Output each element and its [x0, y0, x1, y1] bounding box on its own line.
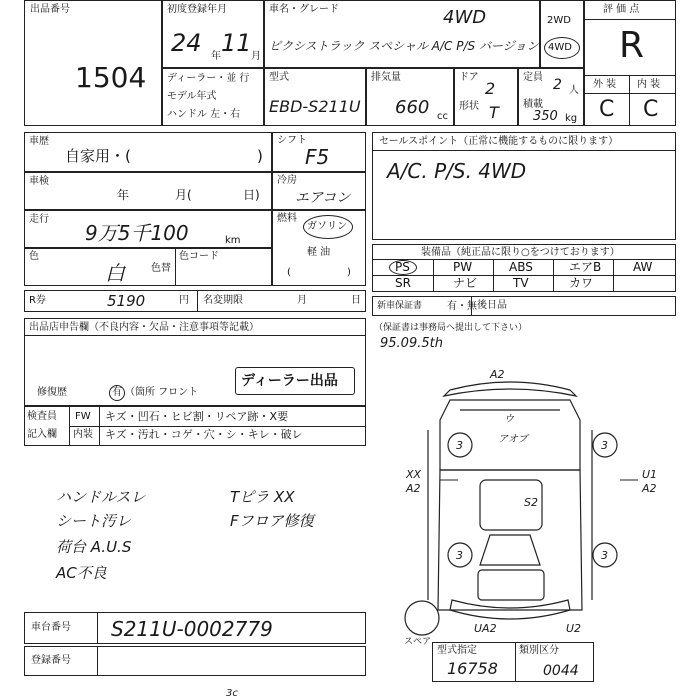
- warranty-note-value: 95.09.5th: [380, 336, 443, 351]
- sales-point-value: A/C. P/S. 4WD: [387, 159, 527, 183]
- doors-label: ドア: [459, 72, 479, 83]
- history-label: 車歴: [29, 136, 49, 147]
- warranty-label: 新車保証書: [377, 301, 423, 311]
- mileage-label: 走行: [29, 214, 49, 225]
- mileage-box: [24, 210, 272, 248]
- exterior-value: C: [599, 97, 615, 122]
- model-code-box: [264, 68, 366, 126]
- warranty-note-label: （保証書は事務局へ提出して下さい）: [374, 323, 528, 333]
- equipment-item: カワ: [569, 276, 594, 290]
- diagram-mark: 3: [456, 439, 463, 452]
- shift-value: F5: [305, 145, 330, 169]
- diagram-mark: 3: [601, 549, 608, 562]
- diagram-mark: UA2: [474, 622, 497, 635]
- inspector-label-2: 記入欄: [27, 429, 57, 440]
- equipment-item: AW: [633, 260, 653, 274]
- sales-point-label: セールスポイント（正常に機能するものに限ります）: [379, 136, 619, 147]
- model-name-box: [264, 0, 540, 68]
- model-code-value: EBD-S211U: [269, 97, 361, 116]
- type-designation-value: 16758: [447, 659, 498, 678]
- fuel-paren-open: (: [287, 267, 291, 278]
- diagram-mark: A2: [642, 482, 657, 495]
- inspection-month: 月(: [175, 188, 192, 202]
- displacement-box: [366, 68, 454, 126]
- diagram-mark: S2: [524, 496, 538, 509]
- inspector-box: [24, 406, 366, 446]
- note-item: シート汚レ: [56, 512, 132, 530]
- fuel-label: 燃料: [277, 213, 297, 224]
- shift-label: シフト: [277, 135, 307, 146]
- shift-box: [272, 132, 366, 172]
- equipment-label: 装備品（純正品に限り○をつけております）: [421, 247, 620, 258]
- car-windshield: [480, 535, 540, 565]
- lot-number-value: 1504: [75, 61, 147, 94]
- plate-label: 登録番号: [31, 655, 71, 666]
- grade-label: 評 価 点: [603, 4, 640, 15]
- equipment-item: PW: [453, 260, 473, 274]
- type-designation-label: 型式指定: [437, 645, 477, 656]
- registration-year-unit: 年: [211, 51, 221, 62]
- chassis-value: S211U-0002779: [111, 617, 273, 641]
- recycle-unit: 円: [179, 295, 189, 306]
- model-drive: 4WD: [443, 7, 487, 28]
- registration-label: 初度登録年月: [167, 4, 227, 15]
- plate-box: [24, 646, 366, 676]
- diagram-mark: A2: [406, 482, 421, 495]
- doors-value: 2: [485, 79, 496, 98]
- chassis-label: 車台番号: [31, 622, 71, 633]
- diagram-mark: U2: [566, 622, 582, 635]
- recycle-value: 5190: [107, 292, 146, 310]
- diagram-mark: ウ: [504, 414, 514, 425]
- name-change-month: 月: [297, 295, 307, 306]
- exterior-label: 外 装: [593, 79, 617, 90]
- grade-score: R: [619, 25, 645, 66]
- model-code-label: 型式: [269, 72, 289, 83]
- diagram-mark: XX: [406, 468, 422, 481]
- repair-history-label: 修復歴: [37, 387, 67, 398]
- inspection-label: 車検: [29, 176, 49, 187]
- diagram-mark: A2: [490, 368, 505, 381]
- name-change-label: 名変期限: [203, 295, 243, 306]
- car-damage-diagram: [380, 360, 680, 660]
- inspector-row2-label: 内装: [73, 429, 93, 440]
- dealer-line1: ディーラー・並 行: [167, 73, 250, 84]
- color-change-label: 色替: [151, 263, 171, 274]
- color-value: 白: [105, 261, 125, 285]
- sales-point-box: [372, 132, 676, 240]
- repair-history-value: 有: [112, 387, 122, 398]
- chassis-box: [24, 612, 366, 644]
- class-value: 0044: [543, 663, 579, 679]
- spare-label: スペア: [404, 637, 432, 647]
- diagram-mark: 3: [601, 439, 608, 452]
- inspection-box: [24, 172, 272, 210]
- note-item: 荷台 A.U.S: [56, 538, 132, 556]
- equipment-item: ABS: [509, 260, 533, 274]
- equipment-item: エアB: [569, 260, 602, 274]
- fuel-paren-close: ): [347, 267, 351, 278]
- note-item: Tピラ XX: [230, 488, 295, 506]
- warranty-options: 有・無: [447, 301, 477, 312]
- diagram-mark: アオブ: [498, 434, 528, 445]
- mileage-unit: km: [225, 235, 241, 246]
- dealer-box: [162, 68, 264, 126]
- spare-tire: [405, 601, 439, 635]
- aircon-label: 冷房: [277, 175, 297, 186]
- dealer-line3: ハンドル 左・右: [167, 109, 241, 120]
- recycle-label: R券: [29, 295, 46, 306]
- doors-box: [454, 68, 518, 126]
- dealer-stamp-text: ディーラー出品: [241, 373, 338, 389]
- fuel-box: [272, 210, 366, 286]
- registration-month-unit: 月: [251, 51, 261, 62]
- type-designation-box: [432, 642, 594, 682]
- capacity-unit: 人: [569, 85, 579, 96]
- color-label: 色: [29, 251, 39, 262]
- warranty-date-label: 後日品: [477, 300, 507, 311]
- inspector-label-1: 検査員: [27, 411, 57, 422]
- note-item: ハンドルスレ: [56, 488, 146, 506]
- class-label: 類別区分: [519, 645, 559, 656]
- car-rear-bumper: [444, 382, 576, 396]
- interior-label: 内 装: [637, 79, 661, 90]
- registration-box: [162, 0, 264, 68]
- color-code-label: 色コード: [179, 251, 219, 262]
- displacement-label: 排気量: [371, 72, 401, 83]
- shape-label: 形状: [459, 101, 479, 112]
- color-box: [24, 248, 272, 286]
- history-box: [24, 132, 272, 172]
- seller-report-label: 出品店申告欄（不良内容・欠品・注意事項等記載）: [29, 322, 259, 333]
- displacement-value: 660: [395, 97, 430, 118]
- registration-year: 24: [171, 29, 202, 57]
- inspection-day: 日): [243, 188, 260, 202]
- shape-value: T: [489, 103, 499, 122]
- note-item: AC不良: [56, 564, 107, 582]
- inspector-row1-label: FW: [75, 411, 91, 422]
- history-close: ): [257, 147, 263, 165]
- capacity-box: [518, 68, 584, 126]
- fuel-diesel: 軽 油: [307, 247, 331, 258]
- equipment-item: PS: [395, 260, 410, 274]
- load-value: 350: [533, 109, 558, 124]
- equipment-box: [372, 244, 676, 292]
- diagram-mark: U1: [642, 468, 658, 481]
- note-item: Fフロア修復: [230, 512, 314, 530]
- history-value: 自家用・(: [65, 147, 131, 165]
- car-body-outline: [438, 470, 582, 610]
- drive-type-box: [540, 0, 584, 68]
- model-grade: ピクシストラック スペシャル A/C P/S バージョン: [269, 39, 539, 53]
- name-change-day: 日: [351, 295, 361, 306]
- warranty-box: [372, 296, 676, 316]
- recycle-box: [24, 290, 366, 312]
- inspector-row2: キズ・汚れ・コゲ・穴・シ・キレ・破レ: [105, 428, 303, 441]
- grade-box: [584, 0, 676, 126]
- load-label: 積載: [523, 99, 543, 110]
- lot-number-box: [24, 0, 162, 126]
- mileage-value: 9万5千100: [85, 221, 189, 245]
- diagram-mark: 3: [456, 549, 463, 562]
- displacement-unit: cc: [437, 111, 448, 122]
- dealer-stamp: [235, 367, 355, 395]
- equipment-item: SR: [395, 276, 411, 290]
- model-name-label: 車名・グレード: [269, 4, 339, 15]
- lot-number-label: 出品番号: [30, 4, 70, 15]
- inspector-row1: キズ・凹石・ヒビ割・リペア跡・X要: [105, 410, 289, 423]
- capacity-value: 2: [553, 77, 562, 93]
- equipment-item: ナビ: [453, 276, 478, 290]
- car-hood: [478, 570, 544, 600]
- equipment-item: TV: [513, 276, 529, 290]
- capacity-label: 定員: [523, 72, 543, 83]
- interior-value: C: [643, 97, 659, 122]
- drive-4wd-label: 4WD: [548, 42, 572, 53]
- footer-mark: 3c: [226, 688, 238, 699]
- aircon-value: エアコン: [295, 190, 351, 206]
- repair-history-detail: （箇所 フロント: [125, 387, 199, 398]
- registration-month: 11: [221, 29, 252, 57]
- load-unit: kg: [565, 113, 578, 124]
- drive-2wd-label: 2WD: [547, 15, 571, 26]
- seller-report-box: [24, 318, 366, 406]
- fuel-gasoline: ガソリン: [307, 221, 347, 232]
- inspection-year: 年: [117, 188, 130, 202]
- aircon-box: [272, 172, 366, 210]
- dealer-line2: モデル年式: [167, 91, 217, 102]
